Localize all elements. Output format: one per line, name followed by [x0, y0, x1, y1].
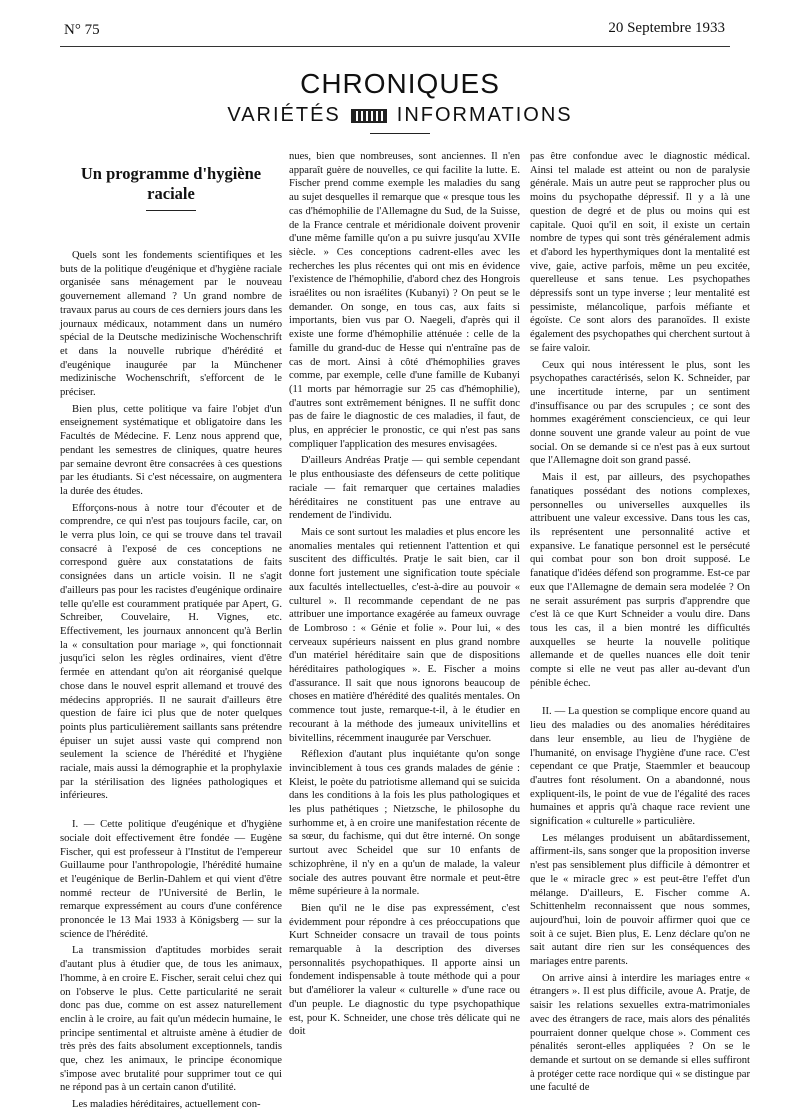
header-rule — [60, 46, 730, 47]
issue-number: N° 75 — [64, 22, 100, 38]
masthead-emblem-icon — [351, 109, 387, 123]
masthead — [0, 68, 800, 134]
column-3 — [530, 150, 750, 1098]
article-title: Un programme d'hygiène raciale — [80, 164, 262, 203]
paragraph: Efforçons-nous à notre tour d'écouter et de comprendre, ce qui n'est pas toujours facile, car, on le verra plus loin, ce qui se trouve dans tel travail consacré à l'exposé de ces conceptions ne correspond guère aux constatations de faits consignées dans un article voisin. Il ne s'agit d'ailleurs pas pour les racistes d'eugénique ordinaire telle qu'elle est couramment pratiquée par Apert, G. Schreiber, Couvelaire, H. Vignes, etc. Effectivement, les journaux annoncent qu'à Berlin la « consultation pour mariage », qui fonctionnait jusqu'ici selon les règles ordinaires, vient d'être fermée en attendant qu'on ait réorganisé quelque chose dans le nouvel esprit allemand et trouvé des médecins appropriés. Il ne saurait d'ailleurs être question de faire ici plus que de noter quelques points plus particulièrement saillants sans prétendre épuiser un sujet aussi vaste qui comprend non seulement la science de l'hérédité et l'hygiène raciale, mais aussi la démographie et la prophylaxie par la stérilisation des lignées pathologiques et inférieures. — [60, 502, 282, 802]
paragraph: D'ailleurs Andréas Pratje — qui semble cependant le plus enthousiaste des défenseurs de cette politique raciale — fait remarquer que certaines maladies héréditaires ne constituent pas une entrave au rendement de l'individu. — [289, 455, 520, 522]
paragraph: I. — Cette politique d'eugénique et d'hygiène sociale doit effectivement être fondée — Eugène Fischer, qui est professeur à l'Institut de l'empereur Guillaume pour l'anthropologie, l'hérédité humaine et l'eugénique de Berlin-Dahlem et qui vient d'être nommé recteur de l'Université de Berlin, le remarque expressément au cours d'une conférence prononcée le 13 Mai 1933 à Königsberg — sur la science de l'hérédité. — [60, 819, 282, 940]
paragraph: Bien plus, cette politique va faire l'objet d'un enseignement systématique et obligatoire dans les Facultés de Médecine. F. Lenz nous apprend que, pendant les semestres de cliniques, quatre heures par semaine devront être consacrées à ces questions par les étudiants. Si c'est nécessaire, on augmentera la durée des études. — [60, 403, 282, 497]
paragraph: Ceux qui nous intéressent le plus, sont les psychopathes caractérisés, selon K. Schneider, par une incertitude interne, par un sentiment d'insuffisance ou par des scrupules ; ce sont des hommes exagérément consciencieux, ce qui leur donne souvent une grande valeur au point de vue social. On se demande si ce n'est pas à eux surtout que l'Allemagne doit son grand passé. — [530, 359, 750, 467]
paragraph: II. — La question se complique encore quand au lieu des maladies ou des anomalies héréditaires dans leur ensemble, au lieu de l'hygiène de l'humanité, on envisage l'hygiène d'une race. C'est cependant ce que Pratje, Staemmler et beaucoup d'autres font résolument. On a abandonné, nous expliquent-ils, le point de vue de l'égalité des races humaines et appris qu'à chaque race revient une signification « culturelle » particulière. — [530, 706, 750, 828]
column-1 — [60, 152, 282, 1115]
masthead-sub-right: INFORMATIONS — [396, 104, 573, 126]
column-2 — [289, 150, 520, 1042]
paragraph: Mais il est, par ailleurs, des psychopathes fanatiques possédant des notions complexes, personnelles ou universelles auxquelles ils attribuent une valeur excessive. Dans tous les cas, ils représentent une personnalité active et expansive. Le fanatique personnel est le persécuté qui combat pour son bon droit supposé. Le fanatique d'idées défend son programme. Est-ce par eux que l'Allemagne de demain sera modelée ? On ne serait assurément pas surpris d'apprendre que c'est là ce que Kurt Schneider a voulu dire. Dans tous les cas, il a bien montré les difficultés auxquelles se heurte la nouvelle politique allemande et de quelles nuances elle doit tenir compte si elle ne veut pas aller au-devant d'un pénible échec. — [530, 472, 750, 689]
paragraph: Les mélanges produisent un abâtardissement, affirment-ils, sans songer que la proposition inverse n'est pas sensiblement plus difficile à démontrer et que le « miracle grec » est peut-être l'effet d'un mélange. D'ailleurs, E. Fischer comme A. Schittenhelm reconnaissent que nous sommes, aujourd'hui, loin de pouvoir affirmer quoi que ce soit à ce sujet. Bien plus, E. Lenz déclare qu'on ne sait autant dire rien sur les conséquences des mariages entre parents. — [530, 832, 750, 968]
masthead-subtitle — [0, 104, 800, 127]
paragraph: Mais ce sont surtout les maladies et plus encore les anomalies mentales qui retiennent l'attention et qui suscitent des difficultés. Pratje le sait bien, car il donne fort justement une signification toute spéciale aux facultés intellectuelles, c'est-à-dire au pouvoir « culturel ». Il recommande cependant de ne pas attribuer une importance exagérée au fameux ouvrage de Lombroso : « Génie et folie ». Pour lui, « des cerveaux supérieurs naissent en plus grand nombre d'un matériel héréditaire sain que de dispositions héréditaires pathologiques ». E. Fischer a moins d'assurance. Il sait que nous ignorons beaucoup de choses en matière d'hérédité des qualités mentales. On commence tout juste, remarque-t-il, à le étudier en recourant à la méthode des jumeaux univitellins et bivitellins, récemment inaugurée par Verschuer. — [289, 526, 520, 744]
issue-date: 20 Septembre 1933 — [608, 20, 725, 36]
paragraph: pas être confondue avec le diagnostic médical. Ainsi tel malade est atteint ou non de paralysie générale. Mais un autre peut se rapprocher plus ou moins du psychopathe dépressif. Il y a là une question de degré et de plus ou moins qui est capitale. Quoi qu'il en soit, il existe un certain nombre de types qui sont très généralement admis et d'abord les hyperthymiques dont la mentalité est vive, gaie, active parfois, même un peu excitée, querelleuse et sans tenue. Les psychopathes dépressifs sont un type inverse ; leur mentalité est pessimiste, mélancolique, parfois méfiante et égoïste. Ce sont alors des paranoïdes. Il existe également des psychopathes qui cherchent surtout à se faire valoir. — [530, 151, 750, 354]
title-rule — [146, 210, 196, 211]
paragraph: Réflexion d'autant plus inquiétante qu'on songe invinciblement à tous ces grands malades de génie : Kleist, le poète du patriotisme allemand qui se suicida dans les conditions à la fois les plus pathologiques et les plus pathétiques ; Nietzsche, le philosophe du surhomme et, à en croire une manifestation récente de sa sœur, du fachisme, qui dut être interné. On songe surtout avec Scheidel que sur 10 enfants de schizophrène, il n'y en a qu'un de malade, la valeur sociale des autres pouvant être normale et peut-être même supérieure à la normale. — [289, 749, 520, 898]
paragraph: On arrive ainsi à interdire les mariages entre « étrangers ». Il est plus difficile, avoue A. Pratje, de saisir les relations sexuelles extra-matrimoniales avec des étrangers de race, mais alors des pénalités pourraient donner quelque chose ». Comment ces pénalités seront-elles appliquées ? On se le demande et surtout on se demande si elles suffiront à protéger cette race nordique qui « se distingue par une faculté de — [530, 972, 750, 1094]
paragraph: Les maladies héréditaires, actuellement con- — [72, 1099, 261, 1111]
paragraph: nues, bien que nombreuses, sont anciennes. Il n'en apparaît guère de nouvelles, ce qui facilite la lutte. E. Fischer prend comme exemple les maladies du sang au sujet desquelles il remarque que « presque tous les cas d'hémophilie de l'Allemagne du Sud, de la Suisse, de la France centrale et méridionale doivent provenir d'une même famille qu'on a pu suivre jusqu'au XVIIe siècle. » Ces conceptions cadrent-elles avec les recherches les plus récentes qui ont mis en évidence l'existence de l'hémophilie, d'abord chez des Hongrois israélites ou non israélites (Kubanyi) ? On peut se le demander. On songe, en tous cas, aux faits si importants, bien vus par O. Naegeli, d'après qui il existe une forme d'hémophilie atténuée : celle de la famille du grand-duc de Hesse qui n'entraîne pas de cas de mort. Ainsi à côté d'hémophilies graves comme, par exemple, celle d'une famille de Kubanyi (11 morts par hémorragie sur 25 cas d'hémophilie), d'autres sont extrêmement bénignes. Il ne suffit donc pas de faire le diagnostic de ces maladies, il faut, de plus, en apprécier le pronostic, ce qui n'est pas sans compliquer l'application des mesures envisagées. — [289, 151, 520, 450]
paragraph: La transmission d'aptitudes morbides serait d'autant plus à étudier que, de tous les animaux, l'homme, à en croire E. Fischer, serait celui chez qui on l'observe le plus. Cette particularité ne serait donc pas due, comme on est assez naturellement enclin à le croire, au fait qu'un médecin humaine, le principe sentimental et altruiste amène à étudier de très près des faits absolument exceptionnels, tandis que, chez les animaux, le principe économique s'impose avec brutalité pour supprimer tout ce qui ne répond pas à un certain canon d'utilité. — [60, 945, 282, 1094]
masthead-title: CHRONIQUES — [300, 68, 500, 99]
masthead-rule — [370, 133, 430, 134]
paragraph: Bien qu'il ne le dise pas expressément, c'est évidemment pour répondre à ces préoccupations que Kurt Schneider consacre un travail de tous points remarquable à la description des diverses personnalités psychopathiques. Il apporte ainsi un fondement indispensable à toute méthode qui a pour but d'améliorer la valeur « culturelle » d'une race ou d'un peuple. Le diagnostic du type psychopathique est, pour K. Schneider, une chose très délicate qui ne doit — [289, 902, 520, 1038]
paragraph: Quels sont les fondements scientifiques et les buts de la politique d'eugénique et d'hygiène raciale organisée sans ménagement par le nouveau gouvernement allemand ? Un grand nombre de travaux parus au cours de ces derniers jours dans les journaux médicaux, notamment dans un numéro spécial de la Deutsche medizinische Wochenschrift et dans la nouvelle rubrique d'hérédité et d'eugénique inaugurée par la Münchener medizinische Wochenschrift, s'efforcent de le préciser. — [60, 250, 282, 399]
masthead-sub-left: VARIÉTÉS — [227, 104, 341, 126]
